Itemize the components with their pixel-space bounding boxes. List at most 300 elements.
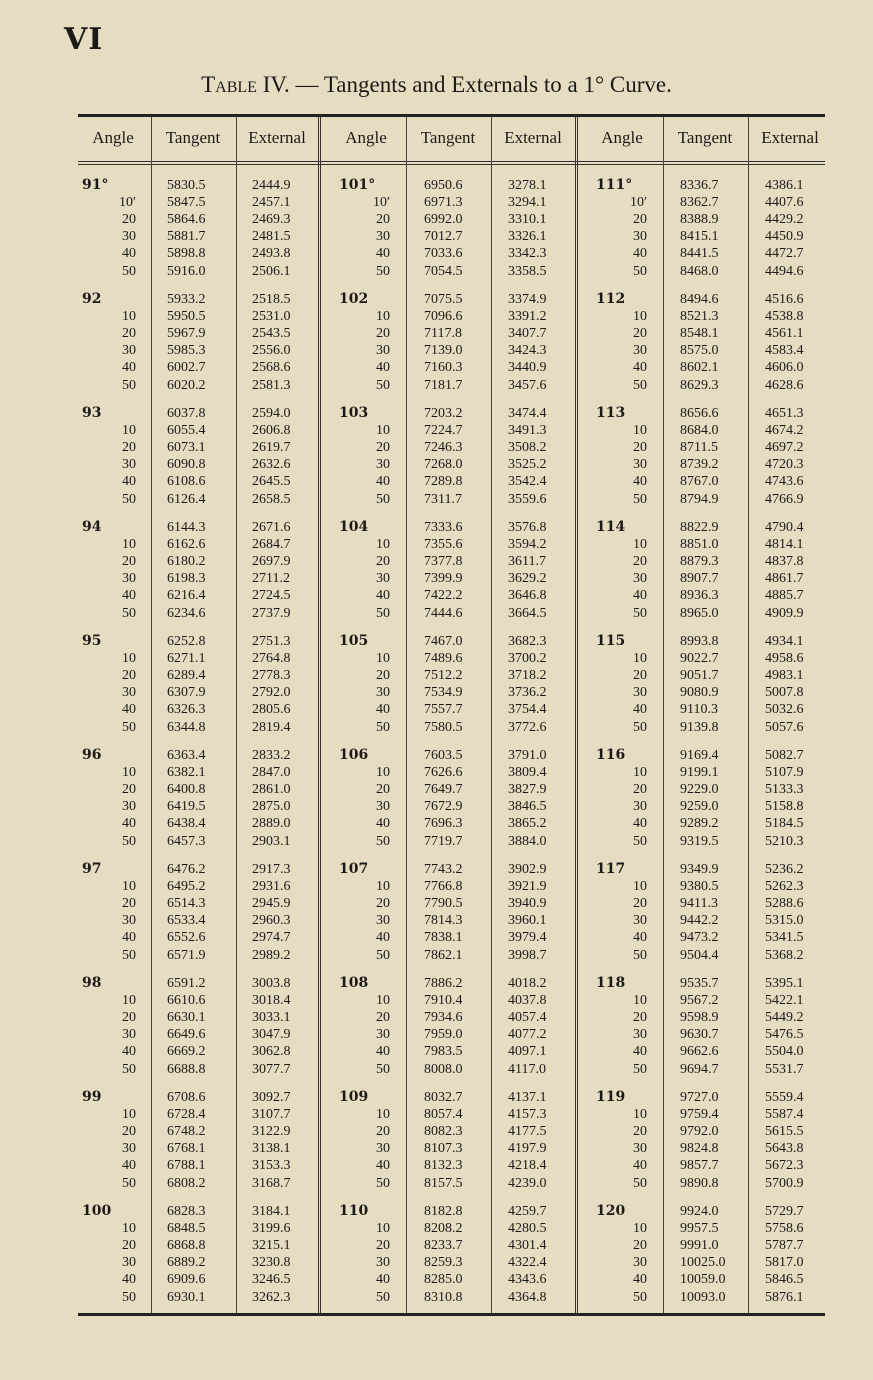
tangent-value: 6930.1 (167, 1289, 206, 1305)
external-value: 2724.5 (252, 588, 291, 604)
external-value: 2833.2 (252, 748, 291, 763)
angle-degrees: 107 (339, 861, 369, 877)
external-value: 2974.7 (252, 930, 291, 946)
external-value: 4651.3 (765, 406, 804, 421)
tangent-value: 7355.6 (424, 537, 463, 553)
angle-minutes: 30 (633, 1141, 647, 1157)
external-value: 4117.0 (508, 1061, 546, 1077)
angle-degrees: 119 (596, 1089, 626, 1105)
external-value: 3262.3 (252, 1289, 291, 1305)
angle-minutes: 20 (122, 782, 136, 798)
tangent-value: 8233.7 (424, 1238, 463, 1254)
tangent-value: 6126.4 (167, 491, 206, 507)
table-row (0, 587, 873, 604)
tangent-value: 7160.3 (424, 360, 463, 376)
tangent-value: 6514.3 (167, 896, 206, 912)
external-value: 4814.1 (765, 537, 804, 553)
angle-minutes: 50 (376, 947, 390, 963)
table-row (0, 1289, 873, 1306)
external-value: 3138.1 (252, 1141, 291, 1157)
header-rule (78, 161, 825, 165)
angle-minutes: 50 (122, 947, 136, 963)
tangent-value: 6971.3 (424, 195, 463, 211)
tangent-value: 9051.7 (680, 668, 719, 684)
angle-minutes: 50 (376, 1061, 390, 1077)
angle-minutes: 30 (376, 457, 390, 473)
angle-minutes: 10 (376, 1107, 390, 1123)
angle-minutes: 20 (633, 1238, 647, 1254)
tangent-value: 6909.6 (167, 1272, 206, 1288)
angle-minutes: 50 (122, 1175, 136, 1191)
tangent-value: 9022.7 (680, 651, 719, 667)
table-row (0, 1009, 873, 1026)
external-value: 5876.1 (765, 1289, 804, 1305)
table-row (0, 1026, 873, 1043)
external-value: 2764.8 (252, 651, 291, 667)
external-value: 4837.8 (765, 554, 804, 570)
tangent-value: 9598.9 (680, 1010, 719, 1026)
external-value: 2506.1 (252, 263, 291, 279)
external-value: 4097.1 (508, 1044, 547, 1060)
angle-minutes: 50 (633, 719, 647, 735)
tangent-value: 7467.0 (424, 634, 463, 649)
external-value: 5729.7 (765, 1204, 804, 1219)
angle-minutes: 40 (633, 1272, 647, 1288)
external-value: 4766.9 (765, 491, 804, 507)
table-row (0, 456, 873, 473)
external-value: 2847.0 (252, 765, 291, 781)
tangent-value: 6344.8 (167, 719, 206, 735)
tangent-value: 9957.5 (680, 1221, 719, 1237)
external-value: 4628.6 (765, 377, 804, 393)
external-value: 5262.3 (765, 879, 804, 895)
table-row (0, 764, 873, 781)
angle-minutes: 50 (122, 833, 136, 849)
table-row (0, 633, 873, 650)
table-title (0, 72, 873, 98)
angle-degrees: 110 (339, 1203, 369, 1219)
external-value: 3199.6 (252, 1221, 291, 1237)
external-value: 2606.8 (252, 423, 291, 439)
page-number: VI (64, 22, 104, 57)
tangent-value: 7311.7 (424, 491, 462, 507)
external-value: 4885.7 (765, 588, 804, 604)
table-row (0, 684, 873, 701)
external-value: 4606.0 (765, 360, 804, 376)
tangent-value: 7246.3 (424, 440, 463, 456)
tangent-value: 8656.6 (680, 406, 719, 421)
tangent-value: 6363.4 (167, 748, 206, 763)
external-value: 4057.4 (508, 1010, 547, 1026)
angle-minutes: 30 (376, 571, 390, 587)
table-row (0, 1061, 873, 1078)
tangent-value: 7696.3 (424, 816, 463, 832)
external-value: 3122.9 (252, 1124, 291, 1140)
tangent-value: 7790.5 (424, 896, 463, 912)
external-value: 2792.0 (252, 685, 291, 701)
angle-minutes: 10′ (372, 195, 390, 211)
angle-degrees: 100 (82, 1203, 112, 1219)
table-row (0, 325, 873, 342)
angle-minutes: 20 (122, 1010, 136, 1026)
angle-minutes: 10 (633, 993, 647, 1009)
angle-minutes: 40 (122, 1158, 136, 1174)
tangent-value: 7603.5 (424, 748, 463, 763)
tangent-value: 7181.7 (424, 377, 463, 393)
external-value: 3940.9 (508, 896, 547, 912)
tangent-value: 5967.9 (167, 326, 206, 342)
angle-minutes: 20 (376, 554, 390, 570)
external-value: 3342.3 (508, 246, 547, 262)
angle-minutes: 40 (376, 246, 390, 262)
tangent-value: 7766.8 (424, 879, 463, 895)
tangent-value: 8008.0 (424, 1061, 463, 1077)
table-row (0, 895, 873, 912)
tangent-value: 8629.3 (680, 377, 719, 393)
tangent-value: 7075.5 (424, 292, 463, 307)
table-row (0, 359, 873, 376)
angle-minutes: 20 (376, 896, 390, 912)
angle-minutes: 20 (633, 212, 647, 228)
tangent-value: 7838.1 (424, 930, 463, 946)
tangent-value: 9349.9 (680, 862, 719, 877)
angle-minutes: 10 (633, 765, 647, 781)
angle-minutes: 50 (376, 1175, 390, 1191)
tangent-value: 9890.8 (680, 1175, 719, 1191)
external-value: 3246.5 (252, 1272, 291, 1288)
tangent-value: 8310.8 (424, 1289, 463, 1305)
tangent-value: 9694.7 (680, 1061, 719, 1077)
tangent-value: 6992.0 (424, 212, 463, 228)
table-row (0, 719, 873, 736)
tangent-value: 6252.8 (167, 634, 206, 649)
external-value: 5032.6 (765, 702, 804, 718)
angle-degrees: 113 (596, 405, 626, 421)
angle-minutes: 30 (633, 913, 647, 929)
external-value: 4239.0 (508, 1175, 547, 1191)
table-row (0, 377, 873, 394)
tangent-value: 9759.4 (680, 1107, 719, 1123)
angle-minutes: 20 (122, 896, 136, 912)
tangent-value: 7289.8 (424, 474, 463, 490)
angle-minutes: 20 (376, 212, 390, 228)
header-external: External (504, 128, 562, 147)
external-value: 3508.2 (508, 440, 547, 456)
tangent-value: 8336.7 (680, 178, 719, 193)
tangent-value: 7910.4 (424, 993, 463, 1009)
header-tangent: Tangent (420, 128, 476, 147)
table-row (0, 519, 873, 536)
tangent-value: 9504.4 (680, 947, 719, 963)
angle-minutes: 30 (376, 913, 390, 929)
angle-minutes: 20 (122, 554, 136, 570)
angle-minutes: 20 (122, 1124, 136, 1140)
tangent-value: 7557.7 (424, 702, 463, 718)
table-row (0, 1220, 873, 1237)
tangent-value: 7399.9 (424, 571, 463, 587)
external-value: 2737.9 (252, 605, 291, 621)
tangent-value: 6808.2 (167, 1175, 206, 1191)
angle-minutes: 10 (376, 879, 390, 895)
tangent-value: 7422.2 (424, 588, 463, 604)
tangent-value: 6788.1 (167, 1158, 206, 1174)
angle-minutes: 30 (122, 229, 136, 245)
external-value: 2481.5 (252, 229, 291, 245)
tangent-value: 9991.0 (680, 1238, 719, 1254)
tangent-value: 7203.2 (424, 406, 463, 421)
tangent-value: 8575.0 (680, 343, 719, 359)
angle-minutes: 10 (376, 309, 390, 325)
angle-minutes: 50 (376, 1289, 390, 1305)
angle-minutes: 40 (122, 360, 136, 376)
tangent-value: 7012.7 (424, 229, 463, 245)
angle-minutes: 50 (633, 833, 647, 849)
angle-minutes: 50 (633, 1175, 647, 1191)
table-row (0, 263, 873, 280)
angle-minutes: 10 (376, 537, 390, 553)
tangent-value: 7886.2 (424, 976, 463, 991)
table-row (0, 228, 873, 245)
tangent-value: 6326.3 (167, 702, 206, 718)
external-value: 5758.6 (765, 1221, 804, 1237)
tangent-value: 8993.8 (680, 634, 719, 649)
angle-minutes: 50 (376, 605, 390, 621)
angle-degrees: 111° (596, 177, 633, 193)
tangent-value: 6307.9 (167, 685, 206, 701)
tangent-value: 7512.2 (424, 668, 463, 684)
angle-minutes: 50 (122, 719, 136, 735)
angle-minutes: 50 (633, 947, 647, 963)
angle-minutes: 30 (376, 229, 390, 245)
angle-minutes: 40 (376, 1044, 390, 1060)
table-row (0, 1254, 873, 1271)
external-value: 4364.8 (508, 1289, 547, 1305)
angle-minutes: 20 (376, 1010, 390, 1026)
external-value: 5082.7 (765, 748, 804, 763)
external-value: 3736.2 (508, 685, 547, 701)
tangent-value: 8441.5 (680, 246, 719, 262)
angle-minutes: 40 (633, 1044, 647, 1060)
external-value: 3062.8 (252, 1044, 291, 1060)
tangent-value: 9857.7 (680, 1158, 719, 1174)
angle-minutes: 10 (376, 423, 390, 439)
angle-minutes: 30 (633, 229, 647, 245)
angle-minutes: 50 (122, 491, 136, 507)
angle-minutes: 30 (122, 913, 136, 929)
angle-minutes: 40 (376, 930, 390, 946)
tangent-value: 8157.5 (424, 1175, 463, 1191)
tangent-value: 8711.5 (680, 440, 718, 456)
angle-minutes: 20 (633, 782, 647, 798)
table-row (0, 1203, 873, 1220)
tangent-value: 8739.2 (680, 457, 719, 473)
table-row (0, 650, 873, 667)
angle-minutes: 20 (376, 668, 390, 684)
external-value: 3374.9 (508, 292, 547, 307)
external-value: 4494.6 (765, 263, 804, 279)
tangent-value: 5916.0 (167, 263, 206, 279)
angle-minutes: 10 (122, 993, 136, 1009)
external-value: 3278.1 (508, 178, 547, 193)
angle-minutes: 30 (376, 1141, 390, 1157)
external-value: 2889.0 (252, 816, 291, 832)
angle-minutes: 50 (633, 1061, 647, 1077)
external-value: 2556.0 (252, 343, 291, 359)
tangent-value: 6438.4 (167, 816, 206, 832)
angle-minutes: 30 (122, 685, 136, 701)
table-caption: — Tangents and Externals to a 1° Curve. (289, 72, 672, 97)
tangent-value: 9380.5 (680, 879, 719, 895)
tangent-value: 8794.9 (680, 491, 719, 507)
external-value: 2568.6 (252, 360, 291, 376)
tangent-value: 6144.3 (167, 520, 206, 535)
external-value: 3424.3 (508, 343, 547, 359)
angle-minutes: 50 (376, 719, 390, 735)
external-value: 2819.4 (252, 719, 291, 735)
table-row (0, 781, 873, 798)
external-value: 5449.2 (765, 1010, 804, 1026)
angle-minutes: 50 (376, 833, 390, 849)
external-value: 3865.2 (508, 816, 547, 832)
tangent-value: 6669.2 (167, 1044, 206, 1060)
table-row (0, 211, 873, 228)
external-value: 4983.1 (765, 668, 804, 684)
table-row (0, 1043, 873, 1060)
external-value: 2632.6 (252, 457, 291, 473)
external-value: 4259.7 (508, 1204, 547, 1219)
tangent-value: 6198.3 (167, 571, 206, 587)
external-value: 4743.6 (765, 474, 804, 490)
tangent-value: 7862.1 (424, 947, 463, 963)
angle-minutes: 30 (633, 685, 647, 701)
angle-minutes: 50 (376, 377, 390, 393)
tangent-value: 8107.3 (424, 1141, 463, 1157)
external-value: 2469.3 (252, 212, 291, 228)
tangent-value: 6950.6 (424, 178, 463, 193)
angle-minutes: 50 (122, 1061, 136, 1077)
angle-minutes: 40 (633, 702, 647, 718)
external-value: 3594.2 (508, 537, 547, 553)
tangent-value: 6688.8 (167, 1061, 206, 1077)
external-value: 3230.8 (252, 1255, 291, 1271)
external-value: 5846.5 (765, 1272, 804, 1288)
table-row (0, 667, 873, 684)
external-value: 4322.4 (508, 1255, 547, 1271)
angle-degrees: 104 (339, 519, 369, 535)
external-value: 3646.8 (508, 588, 547, 604)
table-top-rule (78, 114, 825, 117)
external-value: 2778.3 (252, 668, 291, 684)
angle-minutes: 40 (376, 588, 390, 604)
angle-minutes: 10 (122, 309, 136, 325)
tangent-value: 8521.3 (680, 309, 719, 325)
tangent-value: 6400.8 (167, 782, 206, 798)
angle-minutes: 10 (633, 651, 647, 667)
table-row (0, 1106, 873, 1123)
tangent-value: 6768.1 (167, 1141, 206, 1157)
table-row (0, 536, 873, 553)
table-row (0, 291, 873, 308)
tangent-value: 6271.1 (167, 651, 206, 667)
external-value: 3047.9 (252, 1027, 291, 1043)
external-value: 4343.6 (508, 1272, 547, 1288)
external-value: 3407.7 (508, 326, 547, 342)
tangent-value: 6419.5 (167, 799, 206, 815)
external-value: 5672.3 (765, 1158, 804, 1174)
angle-minutes: 40 (122, 246, 136, 262)
angle-minutes: 40 (633, 588, 647, 604)
external-value: 3902.9 (508, 862, 547, 877)
tangent-value: 6552.6 (167, 930, 206, 946)
angle-degrees: 93 (82, 405, 102, 421)
external-value: 3003.8 (252, 976, 291, 991)
tangent-value: 7333.6 (424, 520, 463, 535)
external-value: 5236.2 (765, 862, 804, 877)
angle-minutes: 30 (633, 571, 647, 587)
external-value: 3979.4 (508, 930, 547, 946)
angle-minutes: 50 (122, 377, 136, 393)
external-value: 3846.5 (508, 799, 547, 815)
external-value: 3791.0 (508, 748, 547, 763)
tangent-value: 10025.0 (680, 1255, 726, 1271)
tangent-value: 5898.8 (167, 246, 206, 262)
angle-minutes: 20 (122, 440, 136, 456)
external-value: 5787.7 (765, 1238, 804, 1254)
external-value: 3559.6 (508, 491, 547, 507)
tangent-value: 9080.9 (680, 685, 719, 701)
angle-degrees: 95 (82, 633, 102, 649)
angle-degrees: 92 (82, 291, 102, 307)
tangent-value: 6216.4 (167, 588, 206, 604)
tangent-value: 6848.5 (167, 1221, 206, 1237)
angle-minutes: 10 (376, 651, 390, 667)
angle-minutes: 20 (122, 212, 136, 228)
tangent-value: 9229.0 (680, 782, 719, 798)
angle-minutes: 20 (122, 1238, 136, 1254)
angle-minutes: 30 (633, 1255, 647, 1271)
table-row (0, 861, 873, 878)
tangent-value: 7224.7 (424, 423, 463, 439)
external-value: 2531.0 (252, 309, 291, 325)
tangent-value: 6055.4 (167, 423, 206, 439)
external-value: 3664.5 (508, 605, 547, 621)
tangent-value: 9727.0 (680, 1090, 719, 1105)
angle-degrees: 116 (596, 747, 626, 763)
angle-minutes: 50 (633, 605, 647, 621)
angle-minutes: 50 (376, 263, 390, 279)
tangent-value: 6571.9 (167, 947, 206, 963)
external-value: 4407.6 (765, 195, 804, 211)
tangent-value: 8494.6 (680, 292, 719, 307)
angle-degrees: 97 (82, 861, 102, 877)
tangent-value: 7649.7 (424, 782, 463, 798)
tangent-value: 7580.5 (424, 719, 463, 735)
table-row (0, 439, 873, 456)
external-value: 3700.2 (508, 651, 547, 667)
table-row (0, 1271, 873, 1288)
angle-minutes: 20 (122, 668, 136, 684)
external-value: 2903.1 (252, 833, 291, 849)
external-value: 3525.2 (508, 457, 547, 473)
tangent-value: 8936.3 (680, 588, 719, 604)
tangent-value: 6457.3 (167, 833, 206, 849)
external-value: 5341.5 (765, 930, 804, 946)
tangent-value: 9824.8 (680, 1141, 719, 1157)
external-value: 2594.0 (252, 406, 291, 421)
tangent-value: 10059.0 (680, 1272, 726, 1288)
tangent-value: 5847.5 (167, 195, 206, 211)
external-value: 3168.7 (252, 1175, 291, 1191)
